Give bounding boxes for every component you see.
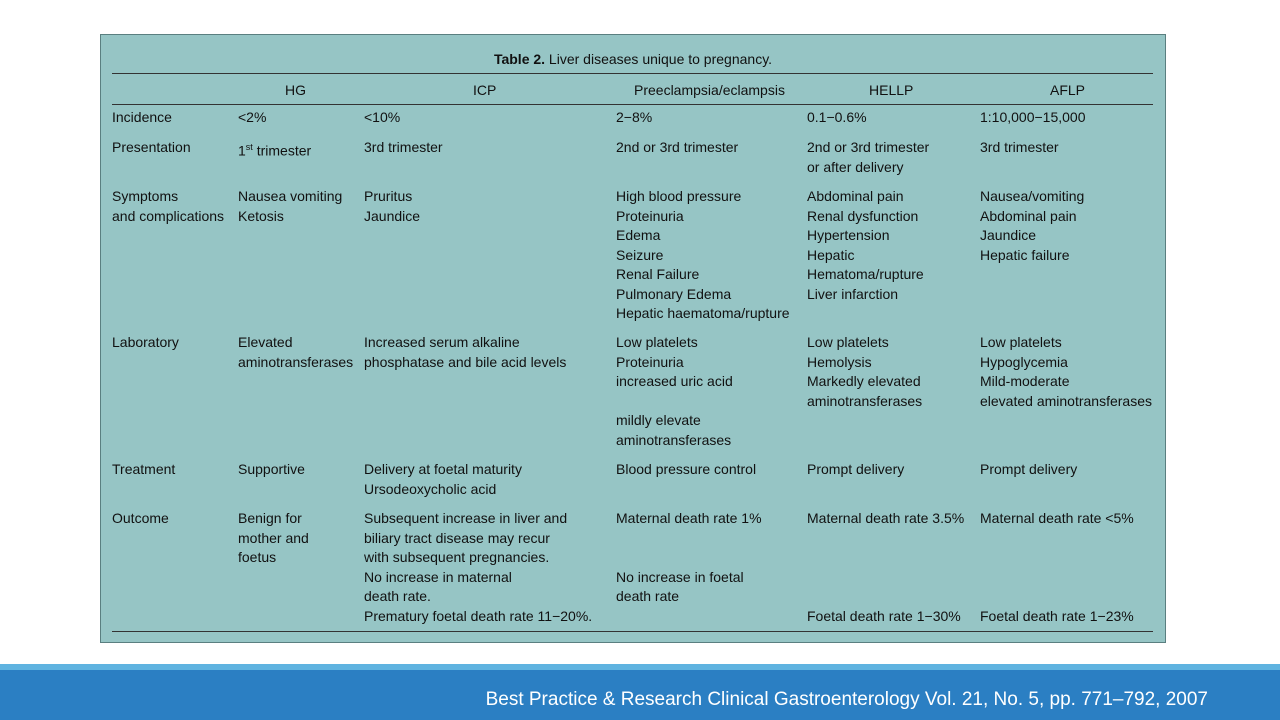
row-label: Laboratory [112,334,179,350]
header-rule [112,104,1153,105]
table-cell: 3rd trimester [364,139,443,155]
table-cell: Maternal death rate 3.5% Foetal death rate 1−30% [807,510,965,624]
table-cell: Elevated aminotransferases [238,334,354,370]
table-cell: Increased serum alkaline phosphatase and bile acid levels [364,334,567,370]
table-panel [100,34,1166,643]
table-cell: High blood pressure Proteinuria Edema Seizure Renal Failure Pulmonary Edema Hepatic haematoma/rupture [616,188,790,321]
table-cell: Nausea/vomiting Abdominal pain Jaundice Hepatic failure [980,188,1085,263]
table-cell: Prompt delivery [980,461,1078,477]
col-header-aflp: AFLP [1050,82,1086,98]
row-label: Presentation [112,139,191,155]
table-cell: Supportive [238,461,305,477]
table-cell: 2nd or 3rd trimester [616,139,739,155]
table-cell: 3rd trimester [980,139,1059,155]
table-cell: Maternal death rate 1% No increase in foetal death rate [616,510,762,604]
table-cell: <2% [238,109,267,125]
table-cell: Benign for mother and foetus [238,510,309,565]
col-header-hellp: HELLP [869,82,914,98]
table-cell: Nausea vomiting Ketosis [238,188,343,224]
table-cell: Delivery at foetal maturity Ursodeoxycholic acid [364,461,522,497]
table-cell: Subsequent increase in liver and biliary tract disease may recur with subsequent pregnancies. No increase in maternal death rate. Prematury foetal death rate 11−20%. [364,510,593,624]
citation-text: Best Practice & Research Clinical Gastroenterology Vol. 21, No. 5, pp. 771–792, 2007 [485,689,1208,710]
table-cell: Prompt delivery [807,461,905,477]
table-cell: <10% [364,109,401,125]
table-cell: 1st trimester [238,142,312,159]
table-cell: Low platelets Hypoglycemia Mild-moderate elevated aminotransferases [980,334,1152,409]
bottom-rule [112,631,1153,632]
table-cell: 2−8% [616,109,653,125]
table-cell: Blood pressure control [616,461,757,477]
col-header-preeclampsia: Preeclampsia/eclampsis [634,82,785,98]
row-label: Outcome [112,510,169,526]
table-cell: 0.1−0.6% [807,109,867,125]
table-cell: Maternal death rate <5% Foetal death rate 1−23% [980,510,1134,624]
row-label: Symptoms and complications [112,188,225,224]
footer-bar [0,670,1280,720]
table-cell: Abdominal pain Renal dysfunction Hypertension Hepatic Hematoma/rupture Liver infarction [807,188,924,302]
table-cell: 2nd or 3rd trimester or after delivery [807,139,930,175]
top-rule [112,73,1153,74]
table-title: Table 2. Liver diseases unique to pregnancy. [493,51,773,67]
table-cell: Low platelets Hemolysis Markedly elevated aminotransferases [807,334,923,409]
table-cell: Low platelets Proteinuria increased uric acid mildly elevate aminotransferases [616,334,733,448]
col-header-icp: ICP [473,82,497,98]
row-label: Incidence [112,109,172,125]
table-cell: Pruritus Jaundice [364,188,421,224]
col-header-hg: HG [285,82,306,98]
table-cell: 1:10,000−15,000 [980,109,1086,125]
row-label: Treatment [112,461,176,477]
